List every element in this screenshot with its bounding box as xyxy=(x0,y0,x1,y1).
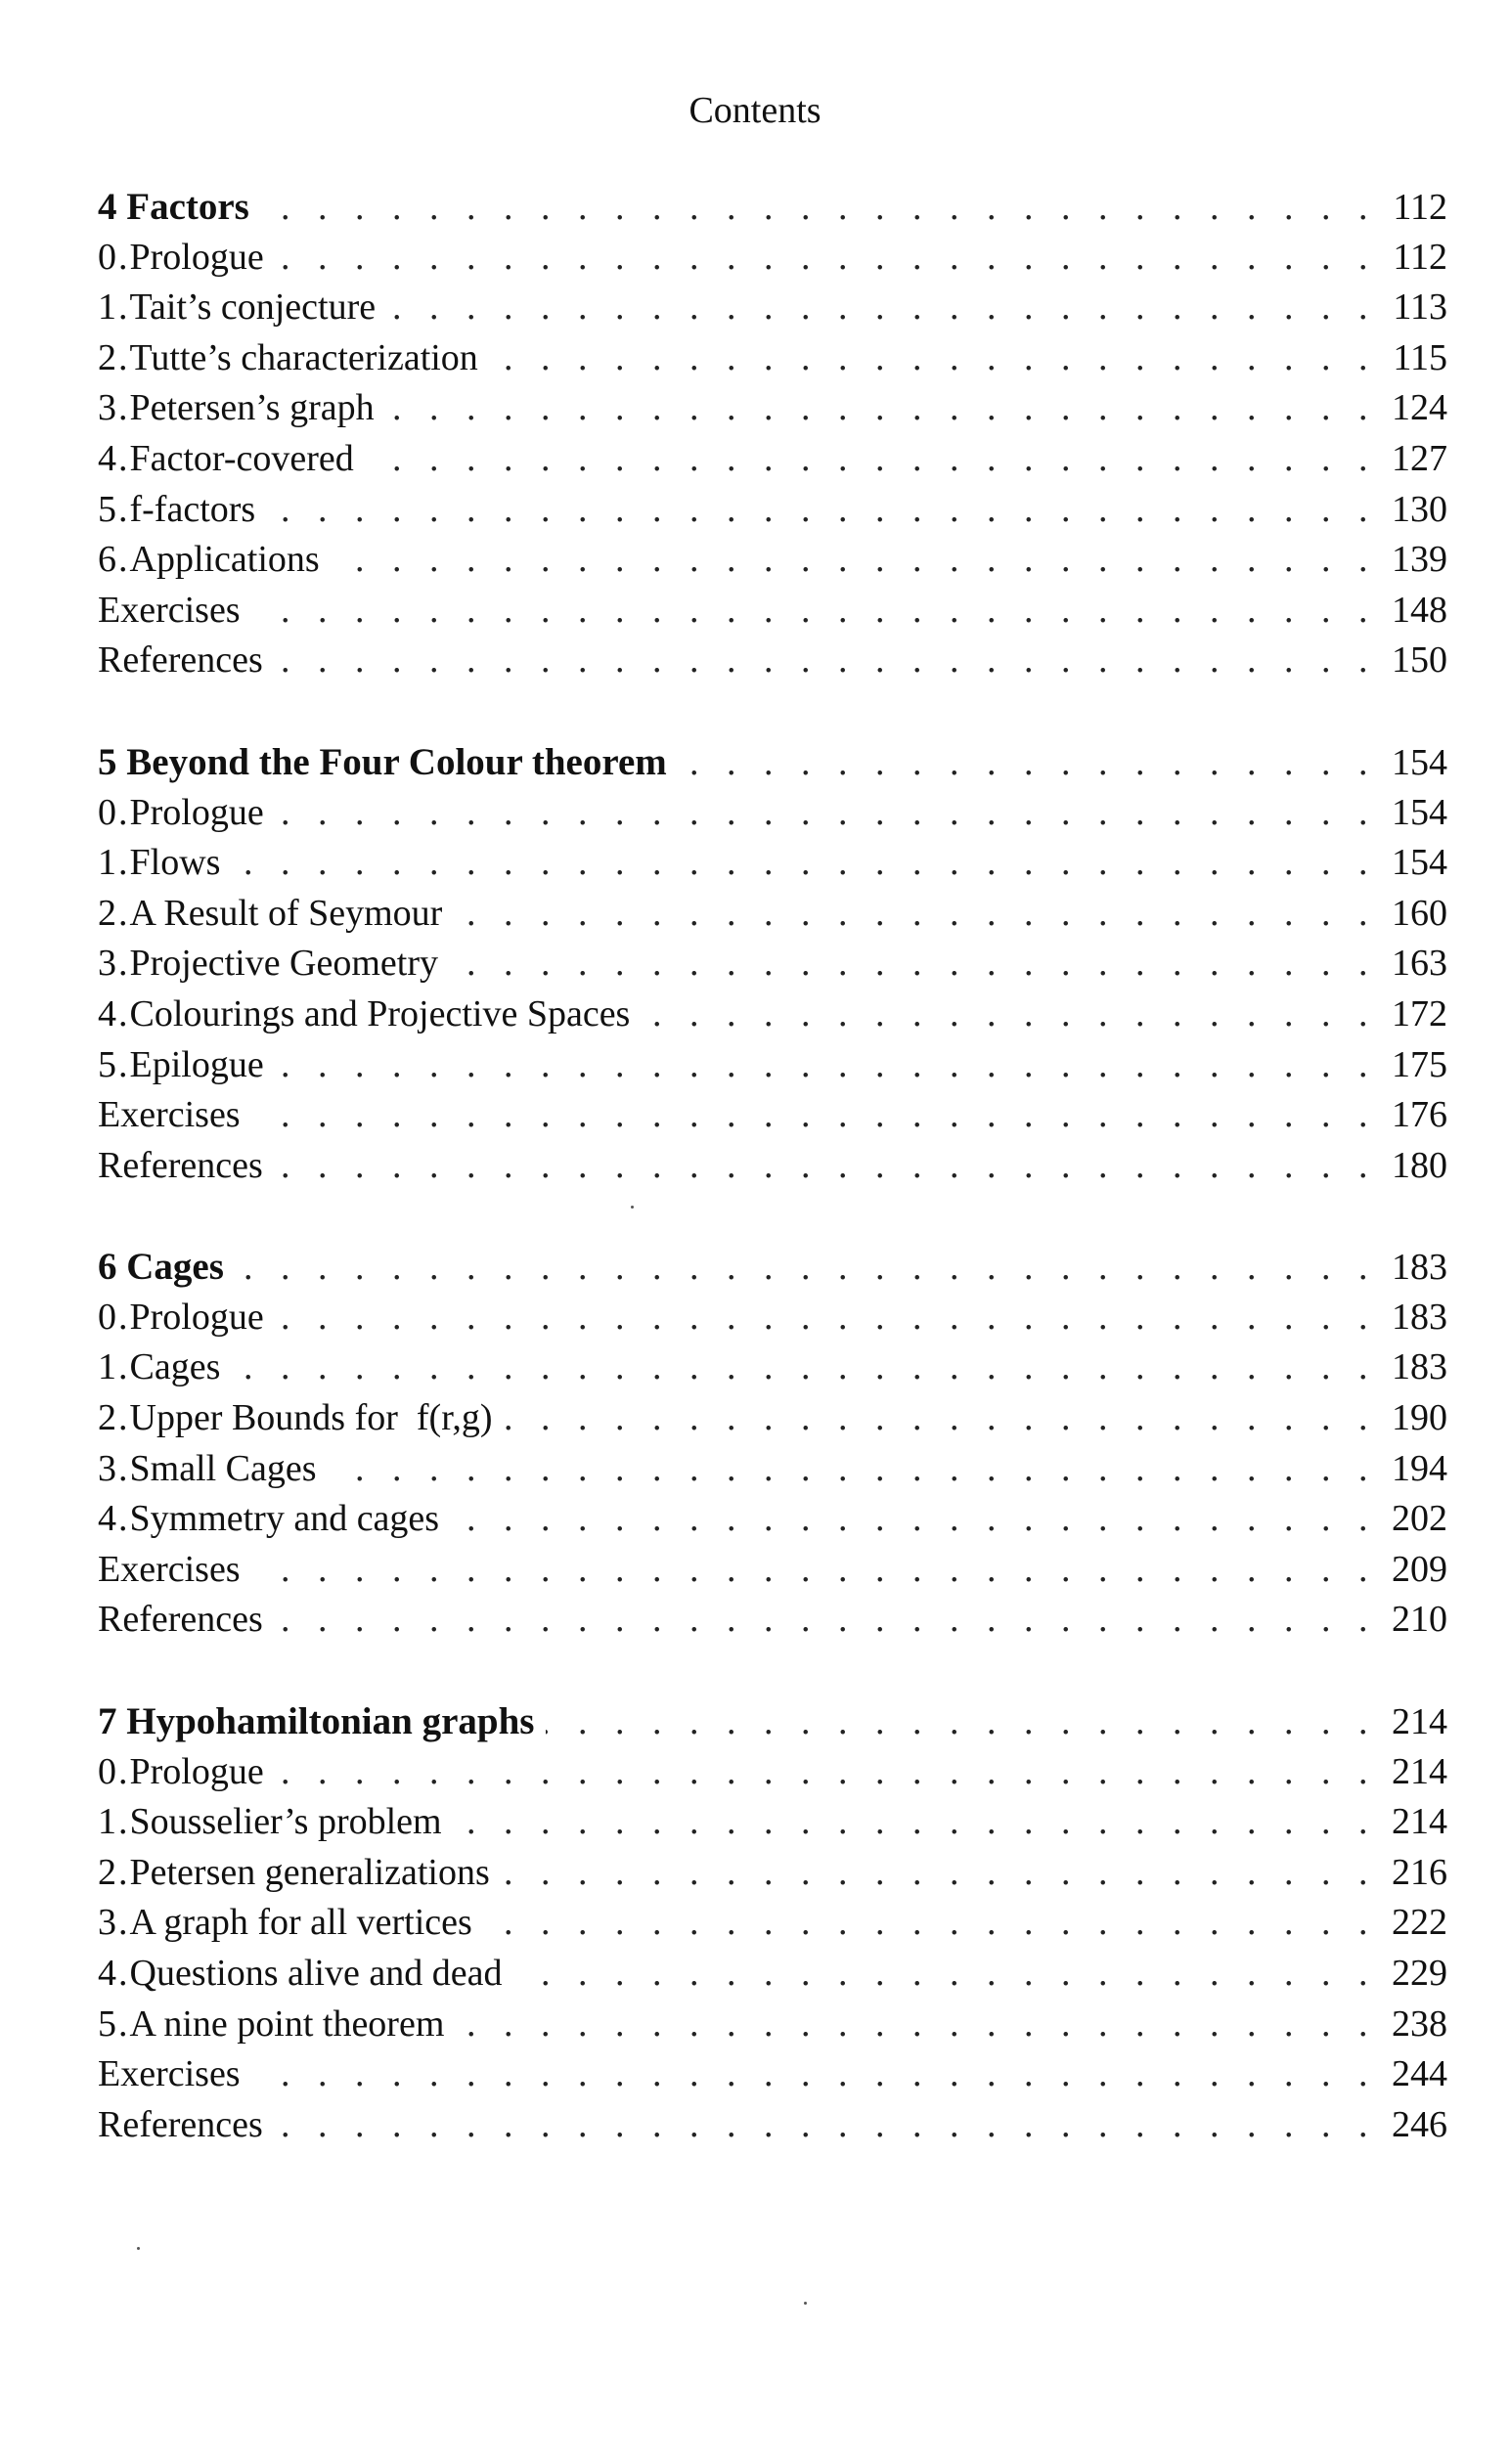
page-number: 175 xyxy=(1392,1043,1447,1085)
section-title: Factor-covered xyxy=(129,437,354,479)
toc-section-entry[interactable] xyxy=(98,1444,1447,1495)
chapter-title: 5 Beyond the Four Colour theorem xyxy=(98,740,667,783)
toc-section-entry[interactable] xyxy=(98,485,1447,536)
toc-section-entry[interactable] xyxy=(98,1342,1447,1393)
page-number: 194 xyxy=(1392,1447,1447,1489)
toc-section-entry[interactable] xyxy=(98,283,1447,333)
page-number: 238 xyxy=(1392,2002,1447,2045)
dot-leader xyxy=(490,333,1377,384)
section-title: Exercises xyxy=(98,1094,241,1136)
toc-section-entry[interactable] xyxy=(98,889,1447,940)
dot-leader xyxy=(267,485,1377,536)
page-number: 214 xyxy=(1392,1801,1447,1843)
toc-section-entry[interactable] xyxy=(98,233,1447,284)
dot-leader xyxy=(232,1342,1377,1393)
page-number: 202 xyxy=(1392,1498,1447,1540)
toc-section-entry[interactable] xyxy=(98,1848,1447,1899)
dot-leader xyxy=(329,1444,1377,1495)
dot-leader xyxy=(454,889,1377,940)
toc-section-entry[interactable] xyxy=(98,838,1447,889)
page-number: 183 xyxy=(1392,1247,1447,1289)
dot-leader xyxy=(275,1595,1377,1646)
toc-section-entry[interactable] xyxy=(98,2000,1447,2050)
page-number: 113 xyxy=(1393,286,1447,329)
chapter-title: 6 Cages xyxy=(98,1246,224,1289)
toc-section-entry[interactable] xyxy=(98,383,1447,434)
toc-section-entry[interactable] xyxy=(98,1494,1447,1545)
toc-section-entry[interactable] xyxy=(98,1747,1447,1798)
chapter-5 xyxy=(98,737,1447,1191)
toc-chapter-entry[interactable] xyxy=(98,1696,1447,1747)
chapter-6 xyxy=(98,1242,1447,1646)
section-number: 5. xyxy=(98,1043,130,1085)
toc-section-entry[interactable] xyxy=(98,434,1447,485)
toc-section-entry[interactable] xyxy=(98,535,1447,586)
section-title: A Result of Seymour xyxy=(129,892,443,934)
page-number: 124 xyxy=(1392,387,1447,429)
dot-leader xyxy=(276,233,1377,284)
toc-section-entry[interactable] xyxy=(98,333,1447,384)
page-number: 214 xyxy=(1392,1701,1447,1743)
section-title: Small Cages xyxy=(129,1447,317,1489)
dot-leader xyxy=(451,1494,1377,1545)
section-title: References xyxy=(98,1144,263,1186)
page-number: 163 xyxy=(1392,943,1447,985)
section-title: References xyxy=(98,639,263,682)
section-number: 0. xyxy=(98,1296,130,1338)
section-number: 0. xyxy=(98,791,130,833)
section-title: Exercises xyxy=(98,1548,241,1590)
toc-section-entry[interactable] xyxy=(98,990,1447,1040)
section-title: f-factors xyxy=(129,488,256,530)
page-number: 154 xyxy=(1392,842,1447,884)
dot-leader xyxy=(332,535,1377,586)
section-number: 3. xyxy=(98,1902,130,1944)
section-number: 4. xyxy=(98,437,130,479)
page-number: 160 xyxy=(1392,892,1447,934)
section-number: 0. xyxy=(98,1750,130,1792)
section-number: 3. xyxy=(98,387,130,429)
dot-leader xyxy=(275,1141,1377,1192)
section-number: 3. xyxy=(98,1447,130,1489)
dot-leader xyxy=(456,2000,1377,2050)
section-title: Prologue xyxy=(129,236,264,278)
page-number: 209 xyxy=(1392,1548,1447,1590)
page-number: 180 xyxy=(1392,1144,1447,1186)
page-number: 210 xyxy=(1392,1599,1447,1641)
section-number: 1. xyxy=(98,286,130,329)
toc-section-entry[interactable] xyxy=(98,1293,1447,1343)
page-number: 176 xyxy=(1392,1094,1447,1136)
section-title: Cages xyxy=(129,1346,221,1388)
dot-leader xyxy=(276,1747,1377,1798)
toc-exercises-entry[interactable] xyxy=(98,1090,1447,1141)
chapter-title: 4 Factors xyxy=(98,186,249,228)
dot-leader xyxy=(252,586,1377,637)
toc-exercises-entry[interactable] xyxy=(98,1545,1447,1596)
section-title: Exercises xyxy=(98,589,241,631)
section-title: A graph for all vertices xyxy=(129,1902,472,1944)
section-number: 1. xyxy=(98,1346,130,1388)
section-number: 6. xyxy=(98,539,130,581)
dot-leader xyxy=(513,1949,1377,2000)
dot-leader xyxy=(276,788,1377,839)
page-number: 216 xyxy=(1392,1851,1447,1893)
section-title: Prologue xyxy=(129,1750,264,1792)
page-number: 130 xyxy=(1392,488,1447,530)
page-number: 112 xyxy=(1393,236,1447,278)
toc-references-entry[interactable] xyxy=(98,1141,1447,1192)
section-number: 0. xyxy=(98,236,130,278)
page-number: 154 xyxy=(1392,791,1447,833)
dot-leader xyxy=(642,990,1377,1040)
section-title: Petersen generalizations xyxy=(129,1851,490,1893)
section-title: Flows xyxy=(129,842,221,884)
page-number: 244 xyxy=(1392,2053,1447,2095)
dot-leader xyxy=(386,383,1377,434)
section-title: Projective Geometry xyxy=(129,943,439,985)
section-title: A nine point theorem xyxy=(129,2002,445,2045)
section-title: Petersen’s graph xyxy=(129,387,375,429)
section-title: References xyxy=(98,1599,263,1641)
page-number: 127 xyxy=(1392,437,1447,479)
dot-leader xyxy=(275,636,1377,686)
dot-leader xyxy=(252,2049,1377,2100)
dot-leader xyxy=(261,183,1377,234)
toc-section-entry[interactable] xyxy=(98,1898,1447,1949)
dot-leader xyxy=(252,1545,1377,1596)
page-number: 246 xyxy=(1392,2103,1447,2145)
section-number: 2. xyxy=(98,1851,130,1893)
toc-section-entry[interactable] xyxy=(98,1797,1447,1848)
page-number: 229 xyxy=(1392,1953,1447,1994)
dot-leader xyxy=(387,283,1377,333)
toc-exercises-entry[interactable] xyxy=(98,2049,1447,2100)
section-title: Tait’s conjecture xyxy=(129,286,377,329)
toc-references-entry[interactable] xyxy=(98,636,1447,686)
page-number: 115 xyxy=(1393,336,1447,378)
section-title: Applications xyxy=(129,539,320,581)
chapter-title: 7 Hypohamiltonian graphs xyxy=(98,1700,535,1743)
section-title: Questions alive and dead xyxy=(129,1953,503,1994)
section-number: 4. xyxy=(98,1953,130,1994)
toc-section-entry[interactable] xyxy=(98,939,1447,990)
toc-references-entry[interactable] xyxy=(98,1595,1447,1646)
page-number: 148 xyxy=(1392,589,1447,631)
dot-leader xyxy=(450,939,1377,990)
section-number: 5. xyxy=(98,2002,130,2045)
toc-section-entry[interactable] xyxy=(98,788,1447,839)
chapter-7 xyxy=(98,1696,1447,2150)
section-number: 2. xyxy=(98,892,130,934)
page-number: 190 xyxy=(1392,1397,1447,1439)
dot-leader xyxy=(276,1040,1377,1091)
toc-section-entry[interactable] xyxy=(98,1040,1447,1091)
page-number: 139 xyxy=(1392,539,1447,581)
section-number: 4. xyxy=(98,992,130,1034)
section-title: Tutte’s characterization xyxy=(129,336,478,378)
scan-speck xyxy=(137,2247,140,2250)
page-number: 222 xyxy=(1392,1902,1447,1944)
page-number: 172 xyxy=(1392,992,1447,1034)
dot-leader xyxy=(366,434,1377,485)
dot-leader xyxy=(502,1848,1377,1899)
section-title: Upper Bounds for f(r,g) xyxy=(129,1397,493,1439)
toc-exercises-entry[interactable] xyxy=(98,586,1447,637)
section-title: Prologue xyxy=(129,1296,264,1338)
scan-speck xyxy=(631,1206,634,1209)
page-number: 214 xyxy=(1392,1750,1447,1792)
chapter-4 xyxy=(98,182,1447,686)
page-number: 112 xyxy=(1393,187,1447,228)
dot-leader xyxy=(236,1243,1377,1294)
section-title: Colourings and Projective Spaces xyxy=(129,992,631,1034)
dot-leader xyxy=(275,2100,1377,2151)
toc-chapter-entry[interactable] xyxy=(98,182,1447,233)
page-number: 150 xyxy=(1392,639,1447,682)
section-number: 2. xyxy=(98,1397,130,1439)
dot-leader xyxy=(454,1797,1377,1848)
toc-references-entry[interactable] xyxy=(98,2100,1447,2151)
section-title: Sousselier’s problem xyxy=(129,1801,442,1843)
section-number: 5. xyxy=(98,488,130,530)
toc-section-entry[interactable] xyxy=(98,1949,1447,2000)
dot-leader xyxy=(505,1393,1377,1444)
page-title: Contents xyxy=(688,90,822,131)
section-number: 2. xyxy=(98,336,130,378)
toc-chapter-entry[interactable] xyxy=(98,737,1447,788)
section-number: 1. xyxy=(98,1801,130,1843)
dot-leader xyxy=(546,1697,1377,1748)
section-title: Symmetry and cages xyxy=(129,1498,440,1540)
section-number: 4. xyxy=(98,1498,130,1540)
dot-leader xyxy=(232,838,1377,889)
dot-leader xyxy=(276,1293,1377,1343)
dot-leader xyxy=(679,738,1377,789)
section-number: 1. xyxy=(98,842,130,884)
page-number: 183 xyxy=(1392,1346,1447,1388)
dot-leader xyxy=(484,1898,1377,1949)
table-of-contents xyxy=(98,182,1447,2201)
dot-leader xyxy=(252,1090,1377,1141)
section-title: Exercises xyxy=(98,2053,241,2095)
toc-chapter-entry[interactable] xyxy=(98,1242,1447,1293)
toc-section-entry[interactable] xyxy=(98,1393,1447,1444)
section-number: 3. xyxy=(98,943,130,985)
scan-speck xyxy=(804,2302,807,2305)
section-title: Epilogue xyxy=(129,1043,264,1085)
page-number: 154 xyxy=(1392,741,1447,783)
section-title: References xyxy=(98,2103,263,2145)
section-title: Prologue xyxy=(129,791,264,833)
page-number: 183 xyxy=(1392,1296,1447,1338)
